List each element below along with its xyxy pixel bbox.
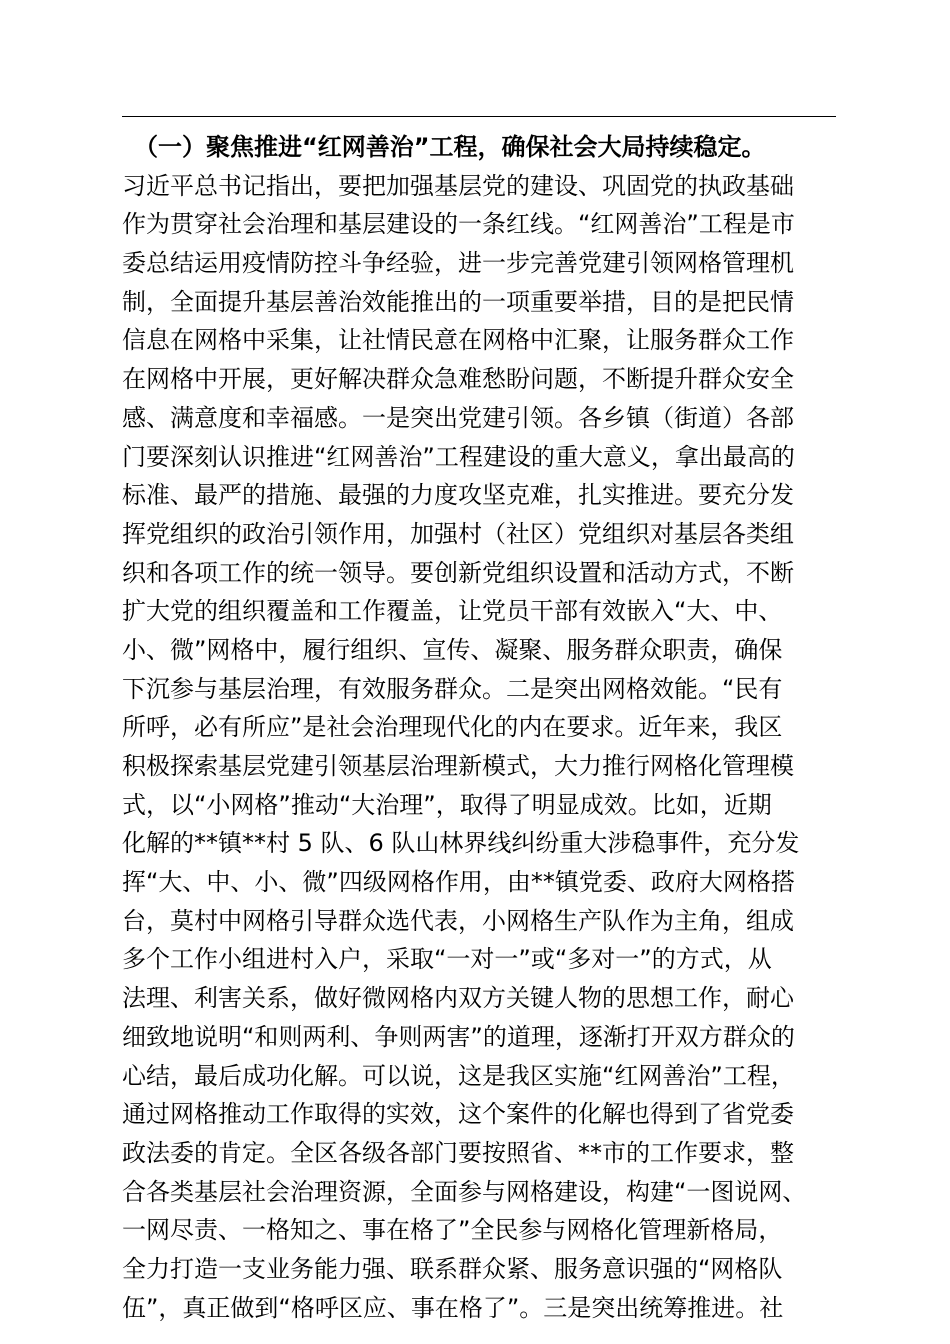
text-line: 制，全面提升基层善治效能推出的一项重要举措，目的是把民情 <box>122 287 794 316</box>
text-line: 在网格中开展，更好解决群众急难愁盼问题，不断提升群众安全 <box>122 365 794 394</box>
text-line: 信息在网格中采集，让社情民意在网格中汇聚，让服务群众工作 <box>122 326 794 355</box>
section-heading-line: （一）聚焦推进“红网善治”工程，确保社会大局持续稳定。 <box>122 133 766 161</box>
text-line: 式，以“小网格”推动“大治理”，取得了明显成效。比如，近期 <box>122 790 772 819</box>
text-line: 委总结运用疫情防控斗争经验，进一步完善党建引领网格管理机 <box>122 249 794 278</box>
text-line: 扩大党的组织覆盖和工作覆盖，让党员干部有效嵌入“大、中、 <box>122 597 783 626</box>
text-line: 合各类基层社会治理资源，全面参与网格建设，构建“一图说网、 <box>122 1177 807 1206</box>
text-line: 一网尽责、一格知之、事在格了”全民参与网格化管理新格局， <box>122 1216 783 1245</box>
text-line: 台，莫村中网格引导群众选代表，小网格生产队作为主角，组成 <box>122 906 794 935</box>
text-line: 全力打造一支业务能力强、联系群众紧、服务意识强的“网格队 <box>122 1254 783 1283</box>
text-line: 习近平总书记指出，要把加强基层党的建设、巩固党的执政基础 <box>122 171 794 200</box>
text-line: 门要深刻认识推进“红网善治”工程建设的重大意义，拿出最高的 <box>122 442 795 471</box>
text-line: 所呼，必有所应”是社会治理现代化的内在要求。近年来，我区 <box>122 713 783 742</box>
text-line: 政法委的肯定。全区各级各部门要按照省、**市的工作要求，整 <box>122 1138 794 1167</box>
text-line: 挥党组织的政治引领作用，加强村（社区）党组织对基层各类组 <box>122 519 794 548</box>
text-line: 心结，最后成功化解。可以说，这是我区实施“红网善治”工程， <box>122 1061 795 1090</box>
text-line: 小、微”网格中，履行组织、宣传、凝聚、服务群众职责，确保 <box>122 635 783 664</box>
text-line: 感、满意度和幸福感。一是突出党建引领。各乡镇（街道）各部 <box>122 403 794 432</box>
text-line: 化解的**镇**村 5 队、6 队山林界线纠纷重大涉稳事件，充分发 <box>122 829 800 858</box>
text-line: 多个工作小组进村入户，采取“一对一”或“多对一”的方式，从 <box>122 945 772 974</box>
text-line: 伍”，真正做到“格呼区应、事在格了”。三是突出统筹推进。社 <box>122 1293 784 1322</box>
text-line: 细致地说明“和则两利、争则两害”的道理，逐渐打开双方群众的 <box>122 1022 795 1051</box>
text-line: 下沉参与基层治理，有效服务群众。二是突出网格效能。“民有 <box>122 674 783 703</box>
text-line: 通过网格推动工作取得的实效，这个案件的化解也得到了省党委 <box>122 1100 794 1129</box>
text-line: 织和各项工作的统一领导。要创新党组织设置和活动方式，不断 <box>122 558 794 587</box>
header-rule <box>122 116 836 117</box>
text-line: 作为贯穿社会治理和基层建设的一条红线。“红网善治”工程是市 <box>122 210 795 239</box>
body-text <box>122 128 848 1327</box>
text-line: 积极探索基层党建引领基层治理新模式，大力推行网格化管理模 <box>122 752 794 780</box>
text-line: 标准、最严的措施、最强的力度攻坚克难，扎实推进。要充分发 <box>122 481 794 510</box>
text-line: 法理、利害关系，做好微网格内双方关键人物的思想工作，耐心 <box>122 984 794 1013</box>
text-line: 挥“大、中、小、微”四级网格作用，由**镇党委、政府大网格搭 <box>122 868 795 897</box>
